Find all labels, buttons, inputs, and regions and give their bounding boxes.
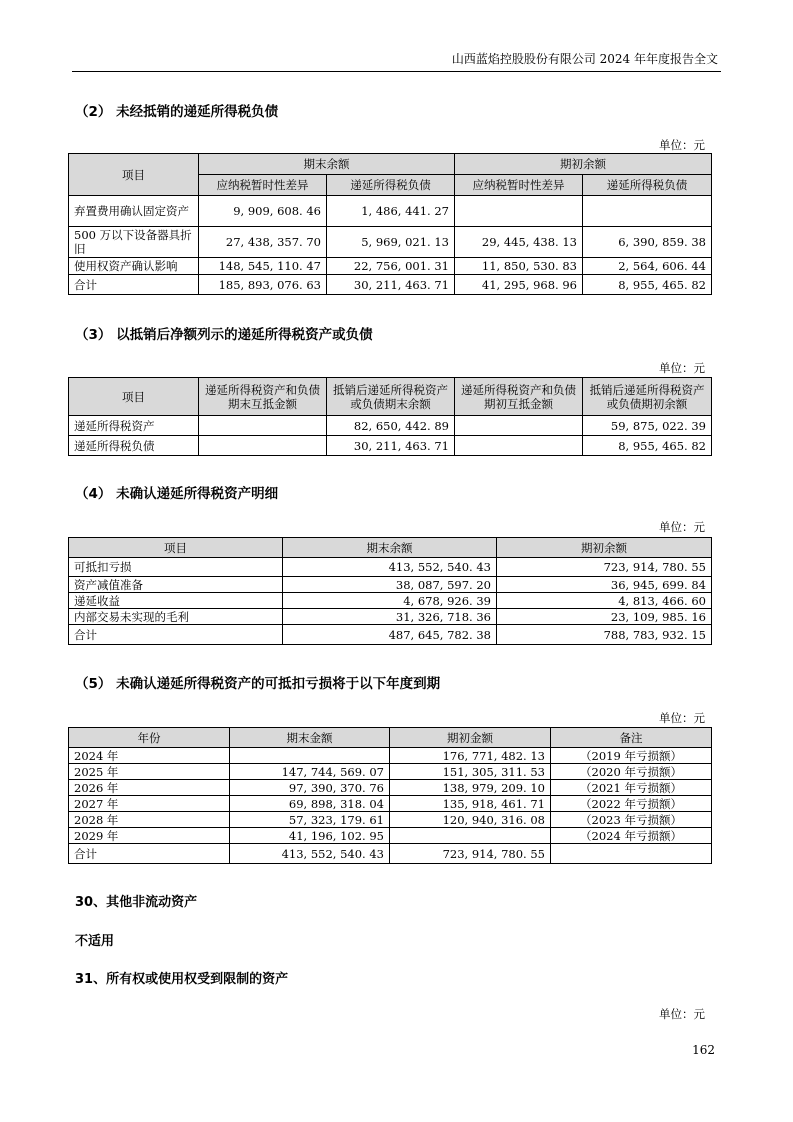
row-label: 内部交易未实现的毛利 (69, 609, 283, 625)
cell-value: 31, 326, 718. 36 (283, 609, 497, 625)
cell-note: （2024 年亏损额） (551, 828, 712, 844)
cell-value: 4, 813, 466. 60 (497, 593, 712, 609)
table-total-row (69, 625, 712, 645)
page-number: 162 (692, 1043, 715, 1057)
cell-value: 788, 783, 932. 15 (497, 625, 712, 645)
cell-value: 6, 390, 859. 38 (583, 227, 712, 258)
unit-label: 单位：元 (659, 1007, 705, 1021)
row-year: 2024 年 (69, 748, 230, 764)
header-note: 备注 (551, 728, 712, 748)
cell-value: 723, 914, 780. 55 (390, 844, 551, 864)
cell-value: 29, 445, 438. 13 (455, 227, 583, 258)
table-row (69, 812, 712, 828)
cell-value: 147, 744, 569. 07 (230, 764, 390, 780)
cell-note: （2021 年亏损额） (551, 780, 712, 796)
header-begin-amount: 期初金额 (390, 728, 551, 748)
section-30-body: 不适用 (75, 934, 115, 949)
cell-value: 5, 969, 021. 13 (327, 227, 455, 258)
row-label: 递延所得税资产 (69, 416, 199, 436)
subheader-taxable-diff: 应纳税暂时性差异 (199, 175, 327, 196)
table-row (69, 609, 712, 625)
header-begin-balance: 期初余额 (455, 154, 712, 175)
cell-value: 41, 295, 968. 96 (455, 275, 583, 295)
cell-value: 69, 898, 318. 04 (230, 796, 390, 812)
table-row (69, 258, 712, 275)
cell-value: 30, 211, 463. 71 (327, 436, 455, 456)
cell-note: （2023 年亏损额） (551, 812, 712, 828)
cell-value (390, 828, 551, 844)
table-row (69, 416, 712, 436)
cell-value: 82, 650, 442. 89 (327, 416, 455, 436)
row-label: 弃置费用确认固定资产 (69, 196, 199, 227)
row-year: 2027 年 (69, 796, 230, 812)
row-label: 合计 (69, 275, 199, 295)
table-total-row (69, 844, 712, 864)
header-item: 项目 (69, 538, 283, 558)
table-row (69, 196, 712, 227)
row-label: 递延所得税负债 (69, 436, 199, 456)
cell-value (455, 436, 583, 456)
row-year: 2029 年 (69, 828, 230, 844)
row-year: 2025 年 (69, 764, 230, 780)
cell-value: 176, 771, 482. 13 (390, 748, 551, 764)
section-5-title: （5） 未确认递延所得税资产的可抵扣亏损将于以下年度到期 (75, 676, 441, 692)
section-4-title: （4） 未确认递延所得税资产明细 (75, 486, 279, 502)
cell-value: 151, 305, 311. 53 (390, 764, 551, 780)
unrecognized-dta-table (68, 537, 712, 645)
header-end-offset: 递延所得税资产和负债期末互抵金额 (199, 378, 327, 416)
cell-value: 8, 955, 465. 82 (583, 436, 712, 456)
header-end-balance: 期末余额 (199, 154, 455, 175)
cell-value: 8, 955, 465. 82 (583, 275, 712, 295)
header-begin-offset: 递延所得税资产和负债期初互抵金额 (455, 378, 583, 416)
unit-label: 单位：元 (659, 711, 705, 725)
table-row (69, 436, 712, 456)
cell-value: 4, 678, 926. 39 (283, 593, 497, 609)
row-label: 使用权资产确认影响 (69, 258, 199, 275)
cell-value: 30, 211, 463. 71 (327, 275, 455, 295)
header-begin-balance: 期初余额 (497, 538, 712, 558)
header-item: 项目 (69, 154, 199, 196)
cell-note: （2020 年亏损额） (551, 764, 712, 780)
cell-value: 120, 940, 316. 08 (390, 812, 551, 828)
table-row (69, 558, 712, 577)
cell-value: 413, 552, 540. 43 (230, 844, 390, 864)
cell-value: 38, 087, 597. 20 (283, 577, 497, 593)
unit-label: 单位：元 (659, 361, 705, 375)
row-label: 500 万以下设备器具折旧 (69, 227, 199, 258)
cell-value: 487, 645, 782. 38 (283, 625, 497, 645)
cell-value: 9, 909, 608. 46 (199, 196, 327, 227)
cell-value (199, 436, 327, 456)
section-3-title: （3） 以抵销后净额列示的递延所得税资产或负债 (75, 327, 373, 343)
subheader-deferred-liab: 递延所得税负债 (583, 175, 712, 196)
subheader-deferred-liab: 递延所得税负债 (327, 175, 455, 196)
cell-value: 11, 850, 530. 83 (455, 258, 583, 275)
cell-value (230, 748, 390, 764)
deferred-tax-liabilities-table (68, 153, 712, 295)
table-row (69, 593, 712, 609)
header-item: 项目 (69, 378, 199, 416)
cell-value: 185, 893, 076. 63 (199, 275, 327, 295)
cell-note (551, 844, 712, 864)
table-row (69, 764, 712, 780)
section-31-title: 31、所有权或使用权受到限制的资产 (75, 972, 289, 987)
cell-value (583, 196, 712, 227)
cell-value: 41, 196, 102. 95 (230, 828, 390, 844)
header-end-balance: 期末余额 (283, 538, 497, 558)
row-label: 递延收益 (69, 593, 283, 609)
cell-value (455, 196, 583, 227)
row-label: 合计 (69, 625, 283, 645)
subheader-taxable-diff: 应纳税暂时性差异 (455, 175, 583, 196)
table-row (69, 748, 712, 764)
cell-value: 135, 918, 461. 71 (390, 796, 551, 812)
table-row (69, 796, 712, 812)
cell-note: （2019 年亏损额） (551, 748, 712, 764)
net-deferred-tax-table (68, 377, 712, 456)
cell-value: 57, 323, 179. 61 (230, 812, 390, 828)
cell-value: 22, 756, 001. 31 (327, 258, 455, 275)
table-row (69, 227, 712, 258)
loss-expiry-table (68, 727, 712, 864)
unit-label: 单位：元 (659, 138, 705, 152)
cell-value: 148, 545, 110. 47 (199, 258, 327, 275)
cell-value: 413, 552, 540. 43 (283, 558, 497, 577)
table-total-row (69, 275, 712, 295)
cell-value (199, 416, 327, 436)
header-end-net: 抵销后递延所得税资产或负债期末余额 (327, 378, 455, 416)
cell-value: 97, 390, 370. 76 (230, 780, 390, 796)
cell-value: 723, 914, 780. 55 (497, 558, 712, 577)
unit-label: 单位：元 (659, 520, 705, 534)
table-row (69, 577, 712, 593)
row-year: 2026 年 (69, 780, 230, 796)
cell-value: 36, 945, 699. 84 (497, 577, 712, 593)
header-end-amount: 期末金额 (230, 728, 390, 748)
table-row (69, 780, 712, 796)
row-year: 合计 (69, 844, 230, 864)
table-row (69, 828, 712, 844)
cell-value: 23, 109, 985. 16 (497, 609, 712, 625)
cell-note: （2022 年亏损额） (551, 796, 712, 812)
header-begin-net: 抵销后递延所得税资产或负债期初余额 (583, 378, 712, 416)
header-year: 年份 (69, 728, 230, 748)
report-header-title: 山西蓝焰控股股份有限公司 2024 年年度报告全文 (451, 52, 718, 66)
section-2-title: （2） 未经抵销的递延所得税负债 (75, 104, 279, 120)
cell-value: 27, 438, 357. 70 (199, 227, 327, 258)
cell-value: 59, 875, 022. 39 (583, 416, 712, 436)
cell-value (455, 416, 583, 436)
header-divider (72, 71, 721, 72)
row-year: 2028 年 (69, 812, 230, 828)
cell-value: 138, 979, 209. 10 (390, 780, 551, 796)
cell-value: 1, 486, 441. 27 (327, 196, 455, 227)
section-30-title: 30、其他非流动资产 (75, 895, 198, 910)
row-label: 资产减值准备 (69, 577, 283, 593)
row-label: 可抵扣亏损 (69, 558, 283, 577)
cell-value: 2, 564, 606. 44 (583, 258, 712, 275)
